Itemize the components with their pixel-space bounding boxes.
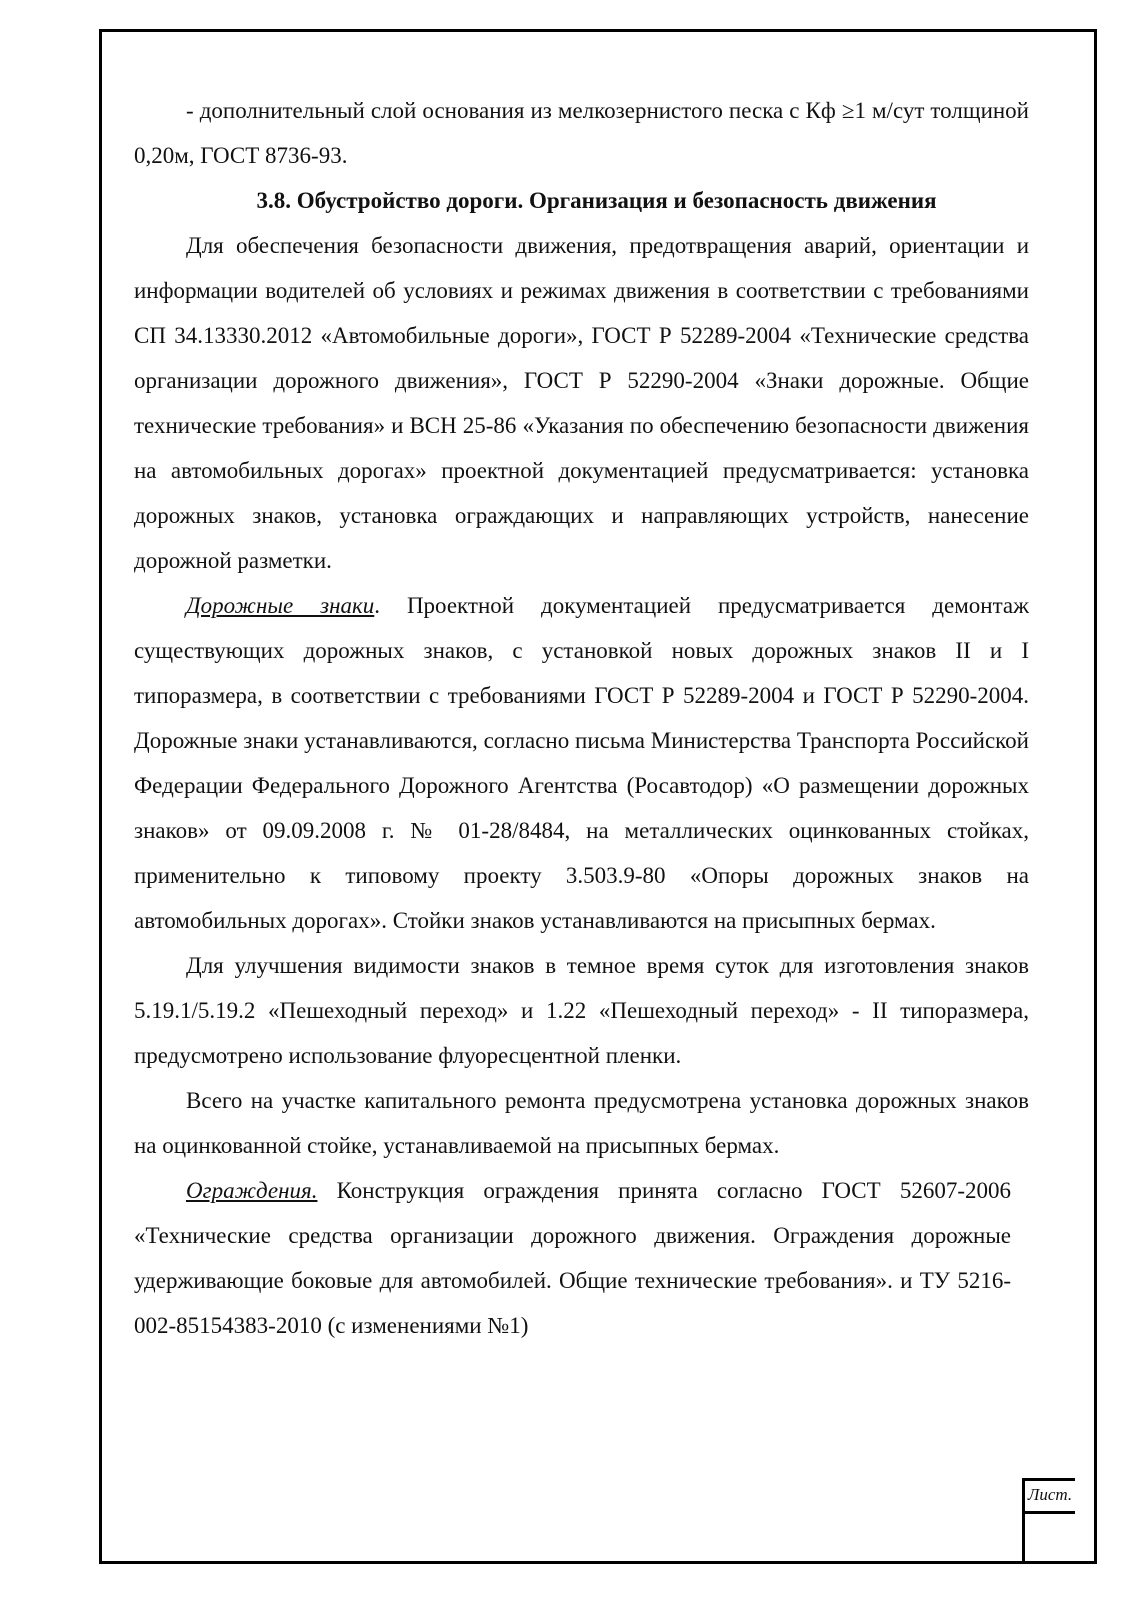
barriers-label: Ограждения. — [186, 1178, 318, 1203]
paragraph-safety-requirements: Для обеспечения безопасности движения, предотвращения аварий, ориентации и информации водителей об условиях и режимах движения в соответствии с требованиями СП 34.13330.2012 «Автомобильные дороги», ГОСТ Р 52289-2004 «Технические средства организации дорожного движения», ГОСТ Р 52290-2004 «Знаки дорожные. Общие технические требования» и ВСН 25-86 «Указания по обеспечению безопасности движения на автомобильных дорогах» проектной документацией предусматривается: установка дорожных знаков, установка ограждающих и направляющих устройств, нанесение дорожной разметки. — [134, 233, 1029, 573]
paragraph-sign-total: Всего на участке капитального ремонта предусмотрена установка дорожных знаков на оцинкованной стойке, устанавливаемой на присыпных бермах. — [134, 1088, 1029, 1158]
road-signs-text: . Проектной документацией предусматривается демонтаж существующих дорожных знаков, с установкой новых дорожных знаков II и I типоразмера, в соответствии с требованиями ГОСТ Р 52289-2004 и ГОСТ Р 52290-2004. Дорожные знаки устанавливаются, согласно письма Министерства Транспорта Российской Федерации Федерального Дорожного Агентства (Росавтодор) «О размещении дорожных знаков» от 09.09.2008 г. № 01-28/8484, на металлических оцинкованных стойках, применительно к типовому проекту 3.503.9-80 «Опоры дорожных знаков на автомобильных дорогах». Стойки знаков устанавливаются на присыпных бермах. — [134, 593, 1029, 933]
barriers-text: Конструкция ограждения принята согласно ГОСТ 52607-2006 «Технические средства организации дорожного движения. Ограждения дорожные удерживающие боковые для автомобилей. Общие технические требования». и ТУ 5216-002-85154383-2010 (с изменениями №1) — [134, 1178, 1011, 1338]
paragraph-road-signs — [134, 583, 1029, 943]
paragraph-sign-visibility: Для улучшения видимости знаков в темное время суток для изготовления знаков 5.19.1/5.19.2 «Пешеходный переход» и 1.22 «Пешеходный переход» - II типоразмера, предусмотрено использование флуоресцентной пленки. — [134, 953, 1029, 1068]
road-signs-label: Дорожные знаки — [186, 593, 375, 618]
section-heading: 3.8. Обустройство дороги. Организация и безопасность движения — [256, 188, 937, 213]
sheet-label: Лист. — [1025, 1481, 1075, 1514]
paragraph-barriers — [134, 1168, 1011, 1348]
document-body — [134, 88, 1029, 1348]
sheet-stamp — [1022, 1478, 1075, 1564]
paragraph-sand-layer: - дополнительный слой основания из мелкозернистого песка с Кф ≥1 м/сут толщиной 0,20м, ГОСТ 8736-93. — [134, 98, 1029, 168]
